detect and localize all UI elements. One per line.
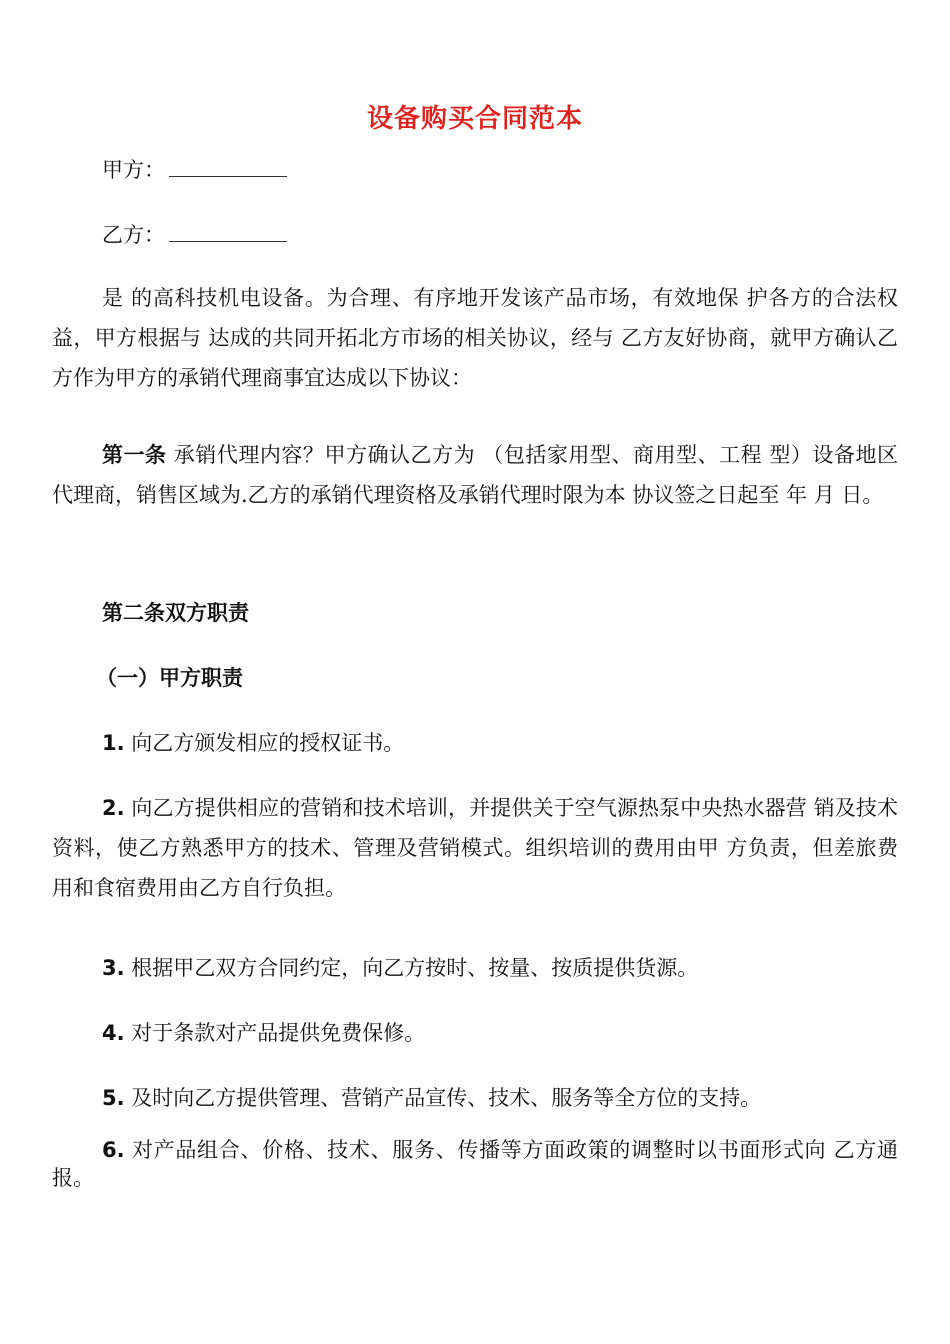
list-item-5 <box>52 1078 948 1118</box>
party-a-line <box>52 150 948 190</box>
article-1-text: 承销代理内容？甲方确认乙方为 （包括家用型、商用型、工程 型）设备地区代理商，销售区域为.乙方的承销代理资格及承销代理时限为本 协议签之日起至 年 月 日。 <box>52 443 898 507</box>
list-item-number: 5. <box>102 1086 125 1110</box>
list-item-2 <box>52 788 898 908</box>
party-b-line <box>52 215 948 255</box>
document-title: 设备购买合同范本 <box>366 104 583 134</box>
list-item-number: 1. <box>102 731 125 755</box>
party-b-blank <box>169 217 287 242</box>
list-item-number: 4. <box>102 1021 125 1045</box>
list-item-text: 对产品组合、价格、技术、服务、传播等方面政策的调整时以书面形式向 乙方通报。 <box>52 1138 898 1190</box>
intro-paragraph: 是 的高科技机电设备。为合理、有序地开发该产品市场，有效地保 护各方的合法权益，甲方根据与 达成的共同开拓北方市场的相关协议，经与 乙方友好协商，就甲方确认乙方作为甲方的承销代理商事宜达成以下协议： <box>52 286 898 390</box>
party-a-label: 甲方： <box>102 158 165 182</box>
party-b-label: 乙方： <box>102 223 165 247</box>
list-item-3 <box>52 948 948 988</box>
list-item-text: 根据甲乙双方合同约定，向乙方按时、按量、按质提供货源。 <box>131 956 699 980</box>
list-item-text: 向乙方颁发相应的授权证书。 <box>131 731 405 755</box>
party-a-blank <box>169 152 287 177</box>
list-item-text: 向乙方提供相应的营销和技术培训，并提供关于空气源热泵中央热水器营 销及技术资料，使乙方熟悉甲方的技术、管理及营销模式。组织培训的费用由甲 方负责，但差旅费用和食宿费用由乙方自行负担。 <box>52 796 898 900</box>
list-item-number: 6. <box>102 1138 125 1162</box>
list-item-text: 及时向乙方提供管理、营销产品宣传、技术、服务等全方位的支持。 <box>131 1086 762 1110</box>
article-2-heading: 第二条双方职责 <box>102 601 249 625</box>
list-item-6 <box>52 1136 898 1192</box>
list-item-text: 对于条款对产品提供免费保修。 <box>131 1021 426 1045</box>
section-1-heading: （一）甲方职责 <box>96 666 243 690</box>
article-1-heading: 第一条 <box>102 443 167 467</box>
list-item-1 <box>52 723 948 763</box>
list-item-4 <box>52 1013 948 1053</box>
article-1-paragraph <box>52 435 898 515</box>
list-item-number: 2. <box>102 796 125 820</box>
list-item-number: 3. <box>102 956 125 980</box>
